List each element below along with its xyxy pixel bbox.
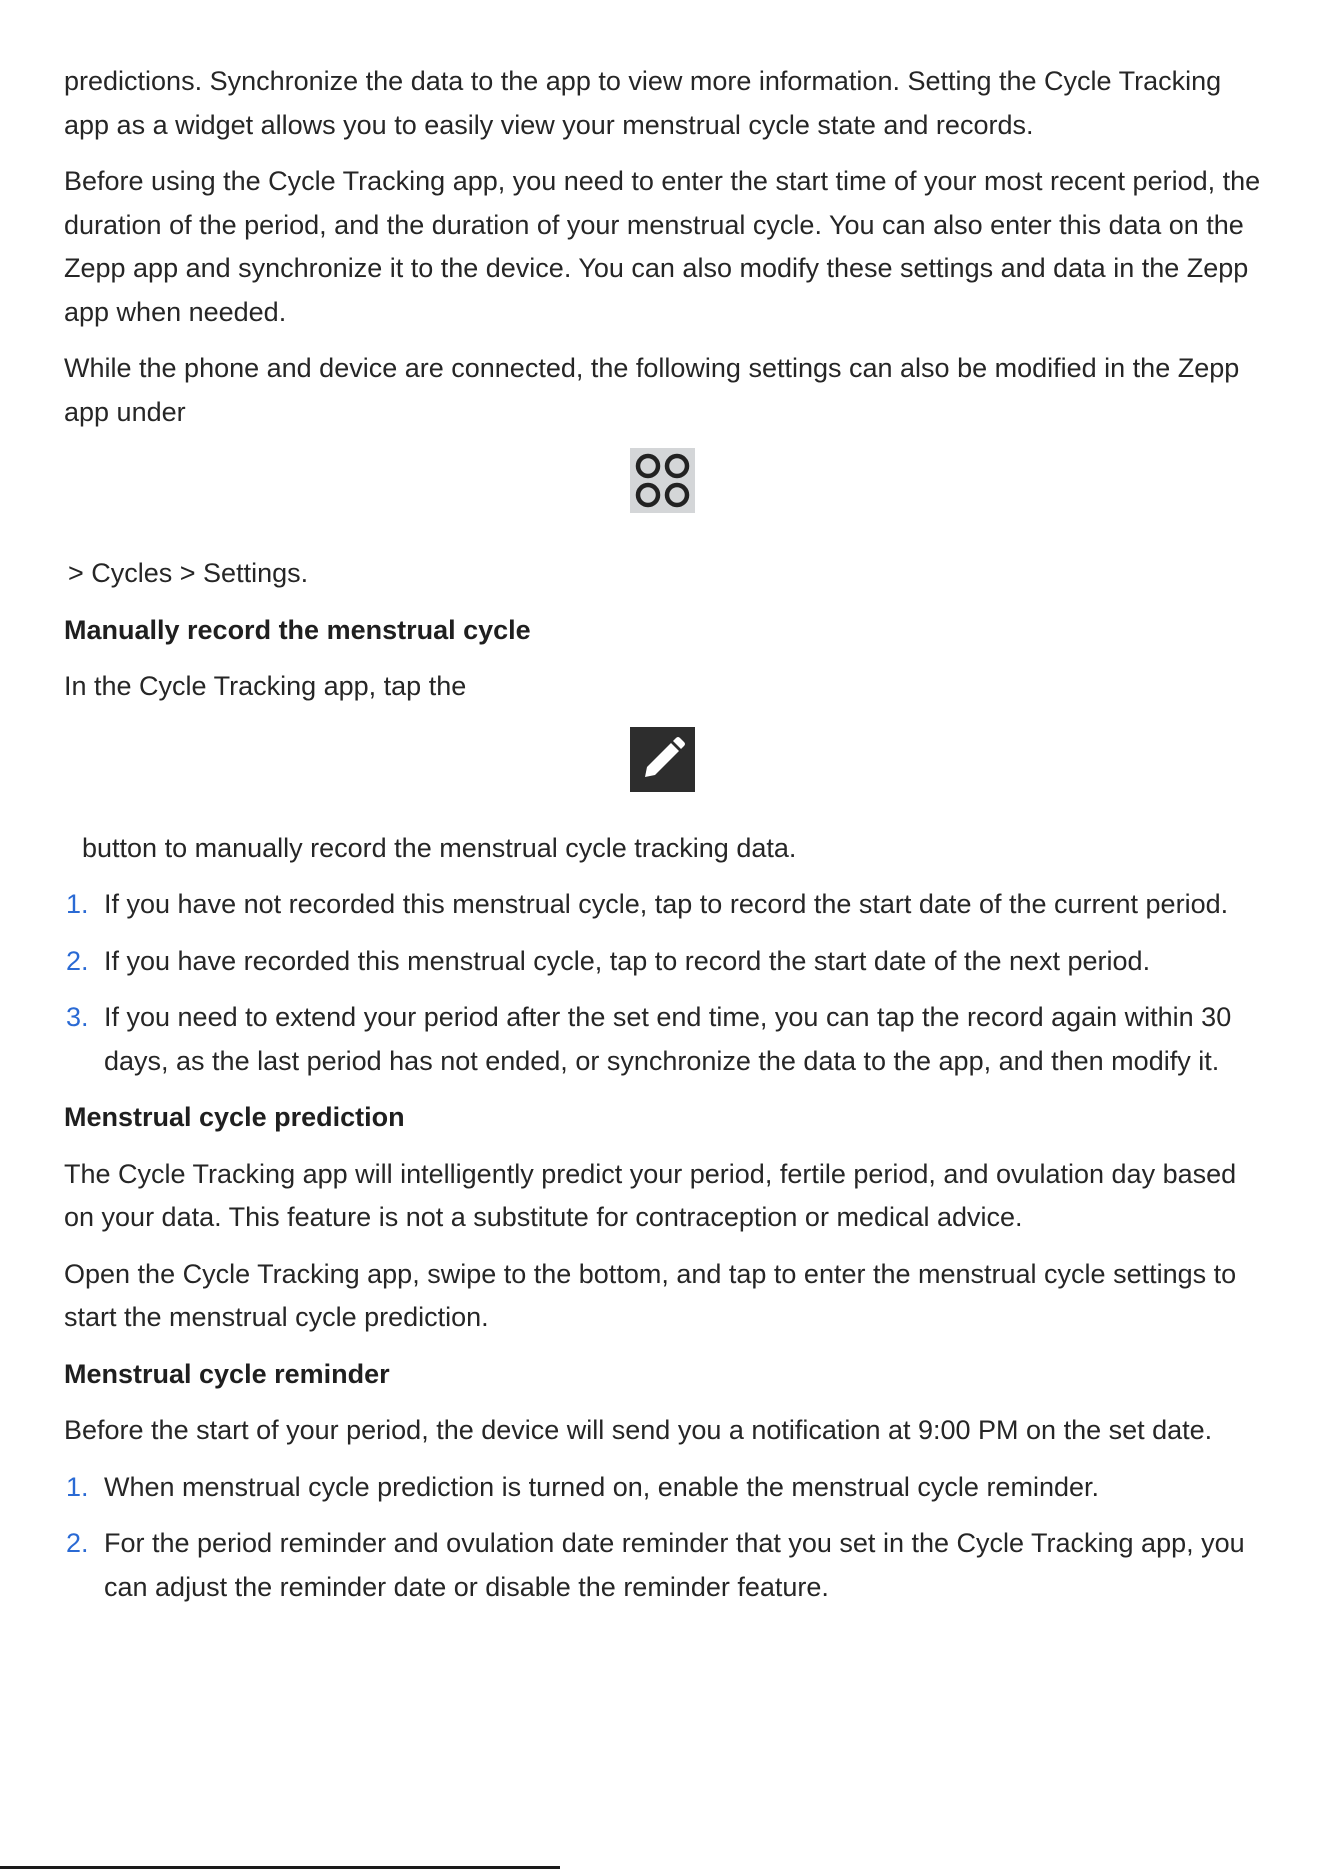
list-number: 2. (66, 945, 89, 976)
apps-grid-icon (630, 448, 695, 513)
list-item (64, 996, 1264, 1083)
list-number: 2. (66, 1528, 89, 1558)
list-number: 1. (66, 1471, 89, 1502)
paragraph-settings-path-cont: > Cycles > Settings. (68, 558, 309, 588)
list-text: When menstrual cycle prediction is turned on, enable the menstrual cycle reminder. (104, 1471, 1099, 1502)
manual-steps-list (64, 883, 1264, 1083)
paragraph-prediction-info: The Cycle Tracking app will intelligently predict your period, fertile period, and ovulation day based on your data. This feature is not a substitute for contraception or medical advice. (64, 1158, 1237, 1232)
pencil-icon (630, 727, 695, 792)
document-page (64, 60, 1264, 1622)
list-text: For the period reminder and ovulation date reminder that you set in the Cycle Tracking app, you can adjust the reminder date or disable the reminder feature. (104, 1528, 1245, 1602)
list-text: If you have recorded this menstrual cycle, tap to record the start date of the next period. (104, 945, 1151, 976)
paragraph-setup-info: Before using the Cycle Tracking app, you need to enter the start time of your most recent period, the duration of the period, and the duration of your menstrual cycle. You can also enter this data on the Zepp app and synchronize it to the device. You can also modify these settings and data in the Zepp app when needed. (64, 166, 1261, 327)
list-number: 1. (66, 889, 89, 919)
footer-divider (0, 1866, 560, 1869)
list-item (64, 1522, 1264, 1609)
paragraph-reminder-info: Before the start of your period, the device will send you a notification at 9:00 PM on the set date. (64, 1415, 1213, 1445)
list-text: If you need to extend your period after the set end time, you can tap the record again within 30 days, as the last period has not ended, or synchronize the data to the app, and then modify it. (104, 1002, 1232, 1076)
list-number: 3. (66, 1002, 89, 1032)
list-item (64, 1466, 1264, 1510)
reminder-steps-list (64, 1466, 1264, 1610)
paragraph-prediction-howto: Open the Cycle Tracking app, swipe to the bottom, and tap to enter the menstrual cycle settings to start the menstrual cycle prediction. (64, 1258, 1237, 1332)
list-item (64, 940, 1264, 984)
paragraph-manual-intro: In the Cycle Tracking app, tap the (64, 671, 467, 701)
apps-icon-row (64, 434, 1264, 552)
heading-reminder: Menstrual cycle reminder (64, 1358, 390, 1389)
paragraph-widget-info: predictions. Synchronize the data to the app to view more information. Setting the Cycle Tracking app as a widget allows you to easily view your menstrual cycle state and records. (64, 66, 1222, 140)
heading-manual-record: Manually record the menstrual cycle (64, 614, 531, 645)
list-text: If you have not recorded this menstrual cycle, tap to record the start date of the current period. (104, 889, 1229, 919)
heading-prediction: Menstrual cycle prediction (64, 1102, 405, 1132)
paragraph-manual-intro-cont: button to manually record the menstrual cycle tracking data. (82, 832, 797, 863)
edit-icon-row (64, 709, 1264, 827)
list-item (64, 883, 1264, 927)
paragraph-settings-path: While the phone and device are connected, the following settings can also be modified in the Zepp app under (64, 353, 1240, 427)
